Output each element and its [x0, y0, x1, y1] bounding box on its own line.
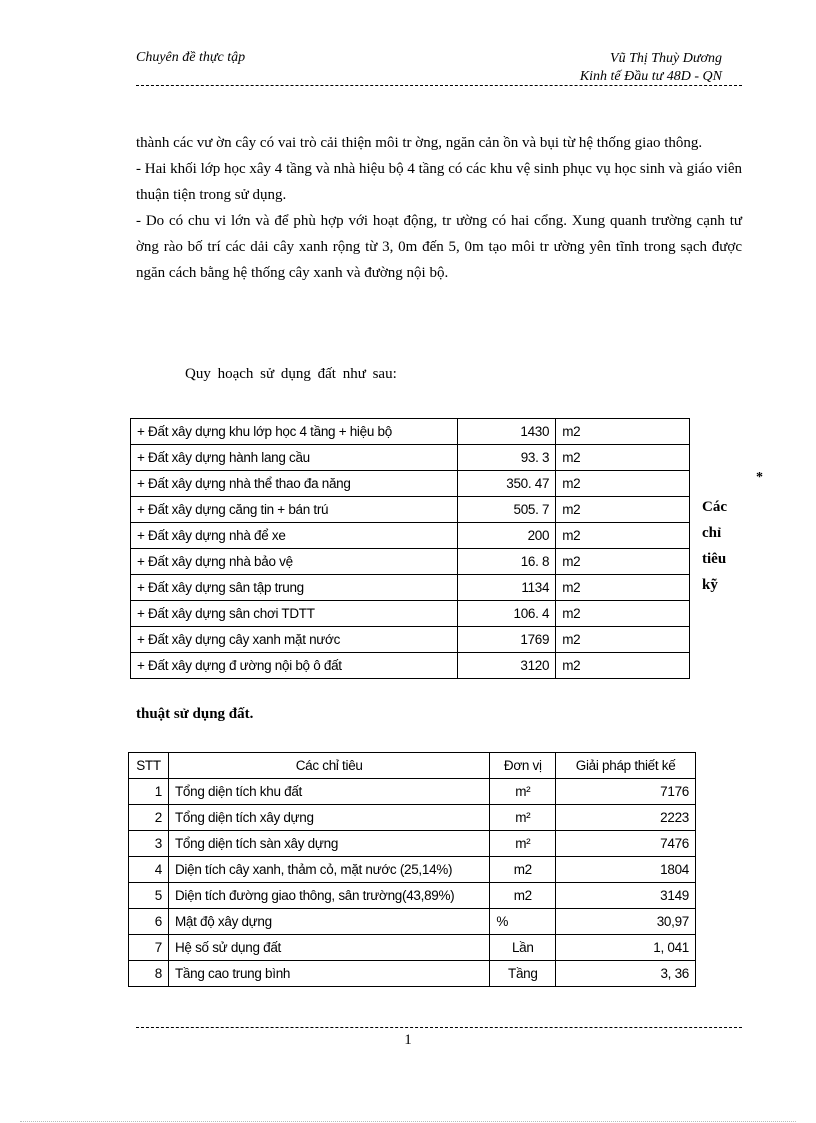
header-left: Chuyên đề thực tập [136, 50, 246, 65]
land-unit: m2 [556, 523, 690, 549]
land-unit: m2 [556, 549, 690, 575]
land-item: + Đất xây dựng đ ường nội bộ ô đất [131, 653, 458, 679]
table-row [131, 575, 690, 601]
row-unit: m² [490, 805, 556, 831]
land-item: + Đất xây dựng nhà thể thao đa năng [131, 471, 458, 497]
land-item: + Đất xây dựng nhà để xe [131, 523, 458, 549]
header-unit: Đơn vị [490, 753, 556, 779]
row-unit: Tầng [490, 961, 556, 987]
table-row [131, 627, 690, 653]
table-row [131, 471, 690, 497]
table-row [129, 831, 696, 857]
row-stt: 8 [129, 961, 169, 987]
row-value: 1804 [556, 857, 696, 883]
land-unit: m2 [556, 601, 690, 627]
land-unit: m2 [556, 497, 690, 523]
row-stt: 3 [129, 831, 169, 857]
land-value: 505. 7 [458, 497, 556, 523]
paragraph: - Do có chu vi lớn và để phù hợp với hoạt động, tr ường có hai cổng. Xung quanh trường cạnh tư ờng rào bố trí các dải cây xanh rộng từ 3, 0m đến 5, 0m tạo môi tr ường yên tĩnh trong sạch được ngăn cách bằng hệ thống cây xanh và đường nội bộ. [136, 213, 742, 281]
row-value: 30,97 [556, 909, 696, 935]
row-value: 2223 [556, 805, 696, 831]
table-row [129, 857, 696, 883]
table-row [129, 909, 696, 935]
heading-bullet: * [756, 470, 763, 485]
table-row [129, 805, 696, 831]
body-text [136, 130, 742, 286]
land-item: + Đất xây dựng hành lang cầu [131, 445, 458, 471]
section-heading-continuation: thuật sử dụng đất. [136, 706, 254, 722]
header-rule [136, 85, 742, 86]
row-indicator: Tổng diện tích khu đất [168, 779, 489, 805]
land-unit: m2 [556, 445, 690, 471]
section-heading-side [702, 494, 727, 598]
row-stt: 1 [129, 779, 169, 805]
header-design: Giải pháp thiết kế [556, 753, 696, 779]
land-value: 200 [458, 523, 556, 549]
row-unit: m2 [490, 883, 556, 909]
row-indicator: Mật độ xây dựng [168, 909, 489, 935]
land-value: 1769 [458, 627, 556, 653]
row-indicator: Tầng cao trung bình [168, 961, 489, 987]
header-class: Kinh tế Đầu tư 48D - QN [579, 69, 722, 84]
table-row [131, 445, 690, 471]
land-use-intro: Quy hoạch sử dụng đất như sau: [185, 366, 397, 382]
land-item: + Đất xây dựng sân chơi TDTT [131, 601, 458, 627]
table-row [131, 523, 690, 549]
row-indicator: Diện tích đường giao thông, sân trường(43,89%) [168, 883, 489, 909]
paragraph: thành các vư ờn cây có vai trò cải thiện môi tr ờng, ngăn cản ồn và bụi từ hệ thống giao thông. [136, 135, 703, 151]
row-value: 3, 36 [556, 961, 696, 987]
land-item: + Đất xây dựng căng tin + bán trú [131, 497, 458, 523]
row-unit: m² [490, 779, 556, 805]
heading-word: tiêu [702, 551, 727, 567]
land-use-table [130, 418, 690, 679]
land-unit: m2 [556, 575, 690, 601]
row-value: 3149 [556, 883, 696, 909]
header-right [580, 50, 722, 86]
row-stt: 7 [129, 935, 169, 961]
land-value: 1134 [458, 575, 556, 601]
land-unit: m2 [556, 627, 690, 653]
table-row [129, 961, 696, 987]
row-indicator: Diện tích cây xanh, thảm cỏ, mặt nước (25,14%) [168, 857, 489, 883]
row-indicator: Tổng diện tích sàn xây dựng [168, 831, 489, 857]
header-author: Vũ Thị Thuỳ Dương [610, 51, 722, 66]
row-unit: Lần [490, 935, 556, 961]
footer-rule [136, 1027, 742, 1028]
row-stt: 6 [129, 909, 169, 935]
land-item: + Đất xây dựng sân tập trung [131, 575, 458, 601]
land-value: 1430 [458, 419, 556, 445]
table-row [131, 653, 690, 679]
row-unit: % [490, 909, 556, 935]
land-item: + Đất xây dựng cây xanh mặt nước [131, 627, 458, 653]
table-header-row [129, 753, 696, 779]
land-value: 3120 [458, 653, 556, 679]
land-item: + Đất xây dựng khu lớp học 4 tầng + hiệu bộ [131, 419, 458, 445]
page-number: 1 [404, 1032, 412, 1048]
row-unit: m² [490, 831, 556, 857]
land-unit: m2 [556, 471, 690, 497]
table-row [131, 601, 690, 627]
land-item: + Đất xây dựng nhà bảo vệ [131, 549, 458, 575]
row-indicator: Tổng diện tích xây dựng [168, 805, 489, 831]
row-indicator: Hệ số sử dụng đất [168, 935, 489, 961]
table-row [129, 779, 696, 805]
table-row [129, 935, 696, 961]
table-row [129, 883, 696, 909]
row-unit: m2 [490, 857, 556, 883]
paragraph: - Hai khối lớp học xây 4 tầng và nhà hiệu bộ 4 tầng có các khu vệ sinh phục vụ học sinh và giáo viên thuận tiện trong sử dụng. [136, 161, 742, 203]
heading-word: chỉ [702, 525, 722, 541]
table-row [131, 419, 690, 445]
row-stt: 4 [129, 857, 169, 883]
land-value: 106. 4 [458, 601, 556, 627]
row-value: 7176 [556, 779, 696, 805]
row-stt: 2 [129, 805, 169, 831]
heading-word: kỹ [702, 577, 718, 593]
land-unit: m2 [556, 653, 690, 679]
land-unit: m2 [556, 419, 690, 445]
indicators-table [128, 752, 696, 987]
land-value: 93. 3 [458, 445, 556, 471]
row-stt: 5 [129, 883, 169, 909]
land-value: 350. 47 [458, 471, 556, 497]
land-value: 16. 8 [458, 549, 556, 575]
table-row [131, 497, 690, 523]
row-value: 7476 [556, 831, 696, 857]
header-indicator: Các chỉ tiêu [168, 753, 489, 779]
heading-word: Các [702, 499, 727, 515]
header-stt: STT [129, 753, 169, 779]
page-edge-divider [20, 1121, 796, 1122]
table-row [131, 549, 690, 575]
row-value: 1, 041 [556, 935, 696, 961]
